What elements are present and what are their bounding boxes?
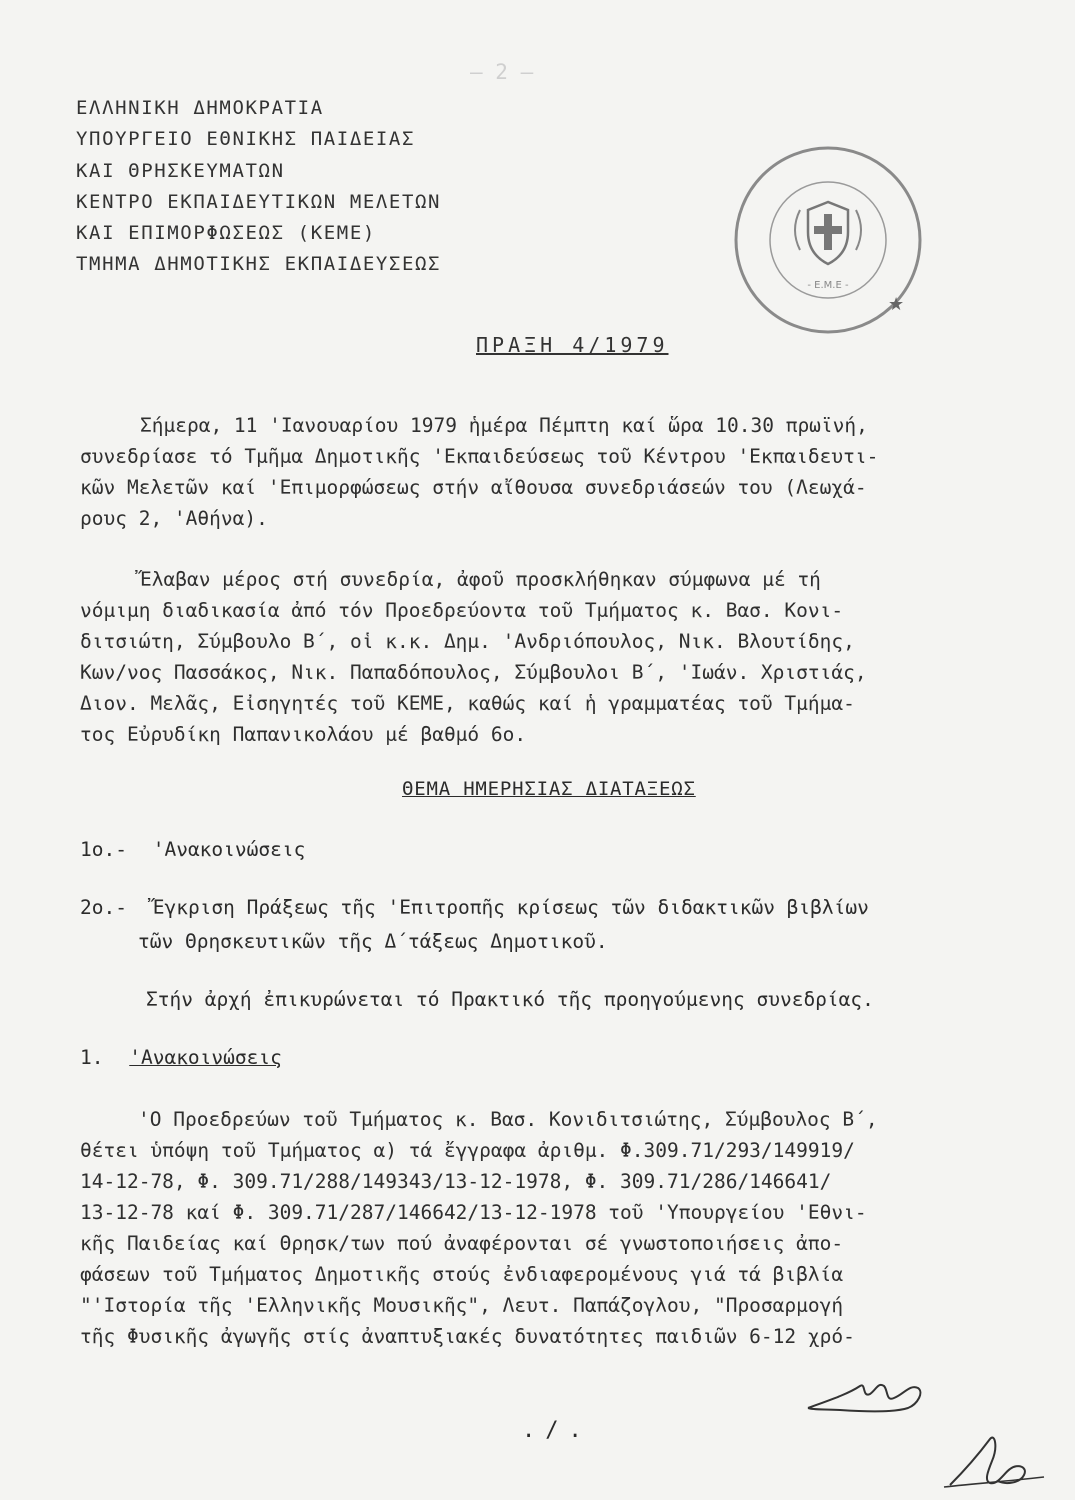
text-line: Κων/νος Πασσάκος, Νικ. Παπαδόπουλος, Σύμβουλοι Β΄, 'Ιωάν. Χριστιάς,	[80, 661, 867, 684]
header-line: ΤΜΗΜΑ ΔΗΜΟΤΙΚΗΣ ΕΚΠΑΙΔΕΥΣΕΩΣ	[76, 253, 442, 276]
header-line: ΚΕΝΤΡΟ ΕΚΠΑΙΔΕΥΤΙΚΩΝ ΜΕΛΕΤΩΝ	[76, 190, 442, 213]
paragraph-attendees	[80, 564, 1040, 750]
show-through-text: — 2 —	[470, 60, 534, 84]
paragraph-meeting-date	[80, 410, 1040, 534]
act-title: ΠΡΑΞΗ 4/1979	[476, 333, 669, 357]
signature-initials	[940, 1425, 1050, 1495]
section-heading	[80, 1046, 282, 1069]
header-line: ΕΛΛΗΝΙΚΗ ΔΗΜΟΚΡΑΤΙΑ	[76, 97, 324, 119]
agenda-item-text: 'Ανακοινώσεις	[152, 838, 306, 861]
text-line: συνεδρίασε τό Τμῆμα Δημοτικῆς 'Εκπαιδεύσεως τοῦ Κέντρου 'Εκπαιδευτι-	[80, 445, 879, 468]
text-line: τῆς Φυσικῆς ἀγωγῆς στίς ἀναπτυξιακές δυνατότητες παιδιῶν 6-12 χρό-	[80, 1325, 855, 1348]
text-line: κῶν Μελετῶν καί 'Επιμορφώσεως στήν αἴθουσα συνεδριάσεών του (Λεωχά-	[80, 476, 867, 499]
text-line: 14-12-78, Φ. 309.71/288/149343/13-12-1978, Φ. 309.71/286/146641/	[80, 1170, 832, 1193]
text-line: θέτει ὑπόψη τοῦ Τμήματος α) τά ἔγγραφα ἀριθμ. Φ.309.71/293/149919/	[80, 1139, 855, 1162]
text-line: ρους 2, 'Αθήνα).	[80, 507, 268, 530]
paragraph-announcements	[80, 1104, 1040, 1352]
agenda-item-number: 2ο.-	[80, 896, 127, 919]
page-continuation-mark: ./.	[522, 1418, 592, 1443]
text-line: 13-12-78 καί Φ. 309.71/287/146642/13-12-1978 τοῦ 'Υπουργείου 'Εθνι-	[80, 1201, 867, 1224]
text-line: "'Ιστορία τῆς 'Ελληνικῆς Μουσικῆς", Λευτ. Παπάζογλου, "Προσαρμογή	[80, 1294, 844, 1317]
text-line: Σήμερα, 11 'Ιανουαρίου 1979 ἡμέρα Πέμπτη καί ὥρα 10.30 πρωϊνή,	[140, 414, 868, 437]
agenda-title: ΘΕΜΑ ΗΜΕΡΗΣΙΑΣ ΔΙΑΤΑΞΕΩΣ	[402, 778, 696, 800]
coat-of-arms-icon	[795, 202, 861, 264]
header-line: ΚΑΙ ΕΠΙΜΟΡΦΩΣΕΩΣ (ΚΕΜΕ)	[76, 222, 376, 245]
text-line: 'Ο Προεδρεύων τοῦ Τμήματος κ. Βασ. Κονιδιτσιώτης, Σύμβουλος Β΄,	[138, 1108, 878, 1131]
text-line: φάσεων τοῦ Τμήματος Δημοτικῆς στούς ἐνδιαφερομένους γιά τά βιβλία	[80, 1263, 844, 1286]
official-stamp	[728, 140, 928, 340]
section-number: 1.	[80, 1046, 104, 1069]
signature-mark	[800, 1368, 950, 1418]
agenda-item-number: 1ο.-	[80, 838, 127, 861]
text-line: Διον. Μελᾶς, Εἰσηγητές τοῦ ΚΕΜΕ, καθώς καί ἡ γραμματέας τοῦ Τμήμα-	[80, 692, 855, 715]
text-line: διτσιώτη, Σύμβουλο Β΄, οἱ κ.κ. Δημ. 'Ανδριόπουλος, Νικ. Βλουτίδης,	[80, 630, 855, 653]
document-header	[76, 93, 441, 281]
text-line: νόμιμη διαδικασία ἀπό τόν Προεδρεύοντα τοῦ Τμήματος κ. Βασ. Κονι-	[80, 599, 844, 622]
paragraph-minutes-ratified: Στήν ἀρχή ἐπικυρώνεται τό Πρακτικό τῆς προηγούμενης συνεδρίας.	[146, 988, 874, 1011]
agenda-item	[80, 838, 305, 861]
text-line: κῆς Παιδείας καί Θρησκ/των πού ἀναφέρονται σέ γνωστοποιήσεις ἀπο-	[80, 1232, 844, 1255]
text-line: Ἔλαβαν μέρος στή συνεδρία, ἀφοῦ προσκλήθηκαν σύμφωνα μέ τή	[140, 568, 821, 591]
agenda-item-text: Ἔγκριση Πράξεως τῆς 'Επιτροπῆς κρίσεως τῶν διδακτικῶν βιβλίων	[152, 896, 869, 919]
agenda-item	[80, 896, 869, 919]
section-title: 'Ανακοινώσεις	[129, 1046, 282, 1069]
agenda-item-continuation: τῶν Θρησκευτικῶν τῆς Δ΄τάξεως Δημοτικοῦ.	[138, 930, 608, 953]
header-line: ΥΠΟΥΡΓΕΙΟ ΕΘΝΙΚΗΣ ΠΑΙΔΕΙΑΣ	[76, 128, 416, 151]
svg-text:- E.M.E -: - E.M.E -	[807, 280, 849, 291]
text-line: τος Εὐρυδίκη Παπανικολάου μέ βαθμό 6ο.	[80, 723, 527, 746]
header-line: ΚΑΙ ΘΡΗΣΚΕΥΜΑΤΩΝ	[76, 159, 285, 182]
svg-text:★: ★	[888, 294, 905, 315]
